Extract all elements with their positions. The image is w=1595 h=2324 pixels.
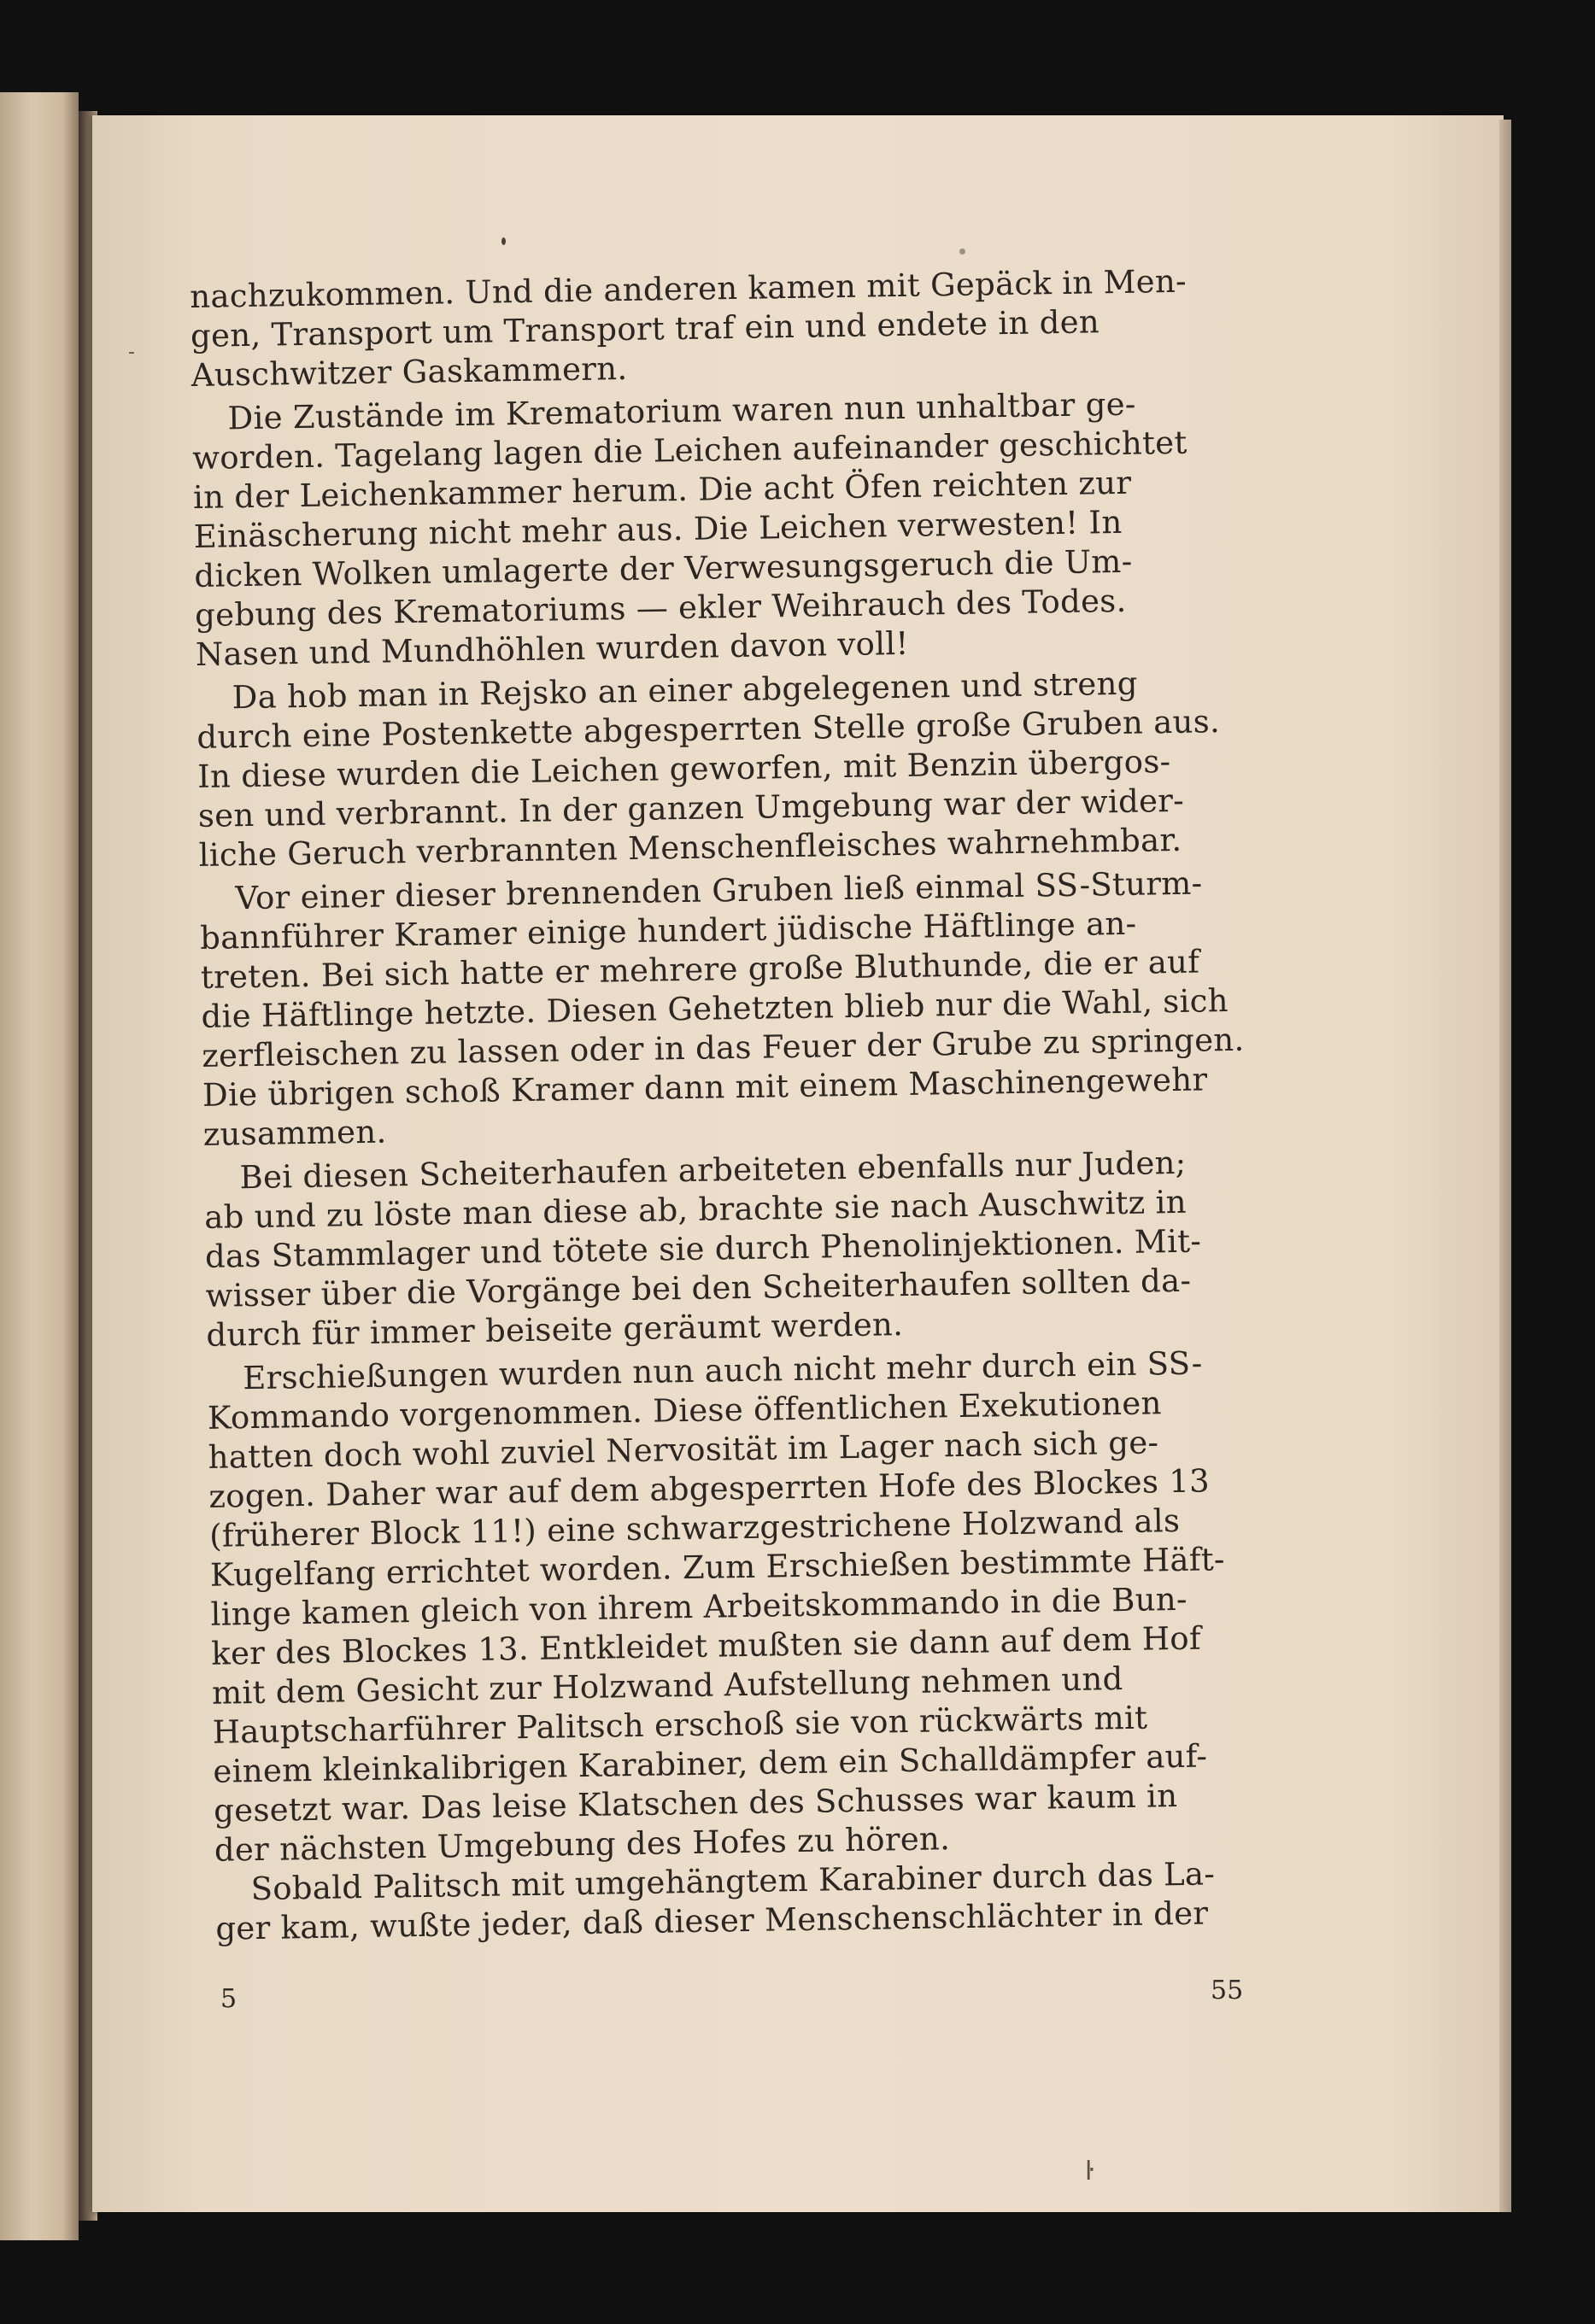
text-line: In diese wurden die Leichen geworfen, mit Benzin übergos- <box>196 743 1171 795</box>
text-line: Vor einer dieser brennenden Gruben ließ einmal SS-Sturm- <box>235 864 1203 917</box>
text-line: Erschießungen wurden nun auch nicht mehr durch ein SS- <box>242 1344 1203 1397</box>
text-line: liche Geruch verbrannten Menschenfleisches wahrnehmbar. <box>198 821 1182 874</box>
text-line: mit dem Gesicht zur Holzwand Aufstellung nehmen und <box>211 1660 1123 1712</box>
text-line: ker des Blockes 13. Entkleidet mußten sie dann auf dem Hof <box>210 1619 1202 1672</box>
text-line: zusammen. <box>202 1113 387 1153</box>
text-line: Kugelfang errichtet worden. Zum Erschießen bestimmte Häft- <box>209 1541 1226 1594</box>
text-line: zerfleischen zu lassen oder in das Feuer der Grube zu springen. <box>201 1021 1245 1074</box>
text-line: in der Leichenkammer herum. Die acht Öfen reichten zur <box>192 464 1132 516</box>
text-line: gen, Transport um Transport traf ein und endete in den <box>190 303 1100 354</box>
text-line: wisser über die Vorgänge bei den Scheiterhaufen sollten da- <box>205 1262 1192 1314</box>
text-line: Kommando vorgenommen. Diese öffentlichen Exekutionen <box>207 1384 1163 1437</box>
margin-mark: - <box>128 342 135 363</box>
text-line: treten. Bei sich hatte er mehrere große Bluthunde, die er auf <box>200 943 1200 996</box>
text-line: durch für immer beiseite geräumt werden. <box>206 1306 904 1354</box>
signature-mark: 5 <box>220 1984 237 2014</box>
text-line: hatten doch wohl zuviel Nervosität im Lager nach sich ge- <box>208 1424 1159 1476</box>
text-line: sen und verbrannt. In der ganzen Umgebung war der wider- <box>197 781 1185 834</box>
text-line: Die übrigen schoß Kramer dann mit einem Maschinengewehr <box>202 1061 1208 1114</box>
ink-speck <box>959 249 965 255</box>
text-line: Einäscherung nicht mehr aus. Die Leichen verwesten! In <box>193 503 1123 555</box>
text-line: ab und zu löste man diese ab, brachte sie nach Auschwitz in <box>203 1183 1187 1236</box>
text-line: Die Zustände im Krematorium waren nun unhaltbar ge- <box>227 385 1136 437</box>
text-line: Da hob man in Rejsko an einer abgelegenen und streng <box>232 664 1138 717</box>
page-right-edge <box>1499 120 1511 2212</box>
text-line: dicken Wolken umlagerte der Verwesungsgeruch die Um- <box>194 542 1133 594</box>
ink-speck <box>501 237 506 245</box>
text-line: das Stammlager und tötete sie durch Phenolinjektionen. Mit- <box>204 1222 1202 1275</box>
text-line: der nächsten Umgebung des Hofes zu hören. <box>214 1820 951 1869</box>
text-line: gebung des Krematoriums — ekler Weihrauch des Todes. <box>194 582 1127 634</box>
text-line: gesetzt war. Das leise Klatschen des Schusses war kaum in <box>213 1777 1178 1829</box>
pencil-mark: ŀ <box>1085 2157 1094 2186</box>
text-line: Nasen und Mundhöhlen wurden davon voll! <box>195 624 909 673</box>
text-line: worden. Tagelang lagen die Leichen aufeinander geschichtet <box>191 424 1187 477</box>
body-text <box>190 261 1262 1947</box>
text-line: einem kleinkalibrigen Karabiner, dem ein Schalldämpfer auf- <box>213 1737 1208 1790</box>
text-line: ger kam, wußte jeder, daß dieser Menschenschlächter in der <box>215 1894 1209 1947</box>
left-page-edge <box>0 92 79 2240</box>
text-line: durch eine Postenkette abgesperrten Stelle große Gruben aus. <box>196 703 1221 756</box>
text-line: nachzukommen. Und die anderen kamen mit Gepäck in Men- <box>190 262 1187 315</box>
text-line: zogen. Daher war auf dem abgesperrten Hofe des Blockes 13 <box>208 1462 1211 1515</box>
text-line: (früherer Block 11!) eine schwarzgestrichene Holzwand als <box>208 1502 1181 1554</box>
text-line: Hauptscharführer Palitsch erschoß sie von rückwärts mit <box>212 1699 1148 1751</box>
page-number: 55 <box>1211 1976 1244 2005</box>
text-line: bannführer Kramer einige hundert jüdische Häftlinge an- <box>199 904 1137 957</box>
text-line: Auschwitzer Gaskammern. <box>191 349 628 394</box>
text-line: die Häftlinge hetzte. Diesen Gehetzten blieb nur die Wahl, sich <box>201 982 1229 1035</box>
text-line: linge kamen gleich von ihrem Arbeitskommando in die Bun- <box>210 1580 1188 1633</box>
text-line: Sobald Palitsch mit umgehängtem Karabiner durch das La- <box>250 1855 1216 1908</box>
text-line: Bei diesen Scheiterhaufen arbeiteten ebenfalls nur Juden; <box>239 1144 1187 1197</box>
